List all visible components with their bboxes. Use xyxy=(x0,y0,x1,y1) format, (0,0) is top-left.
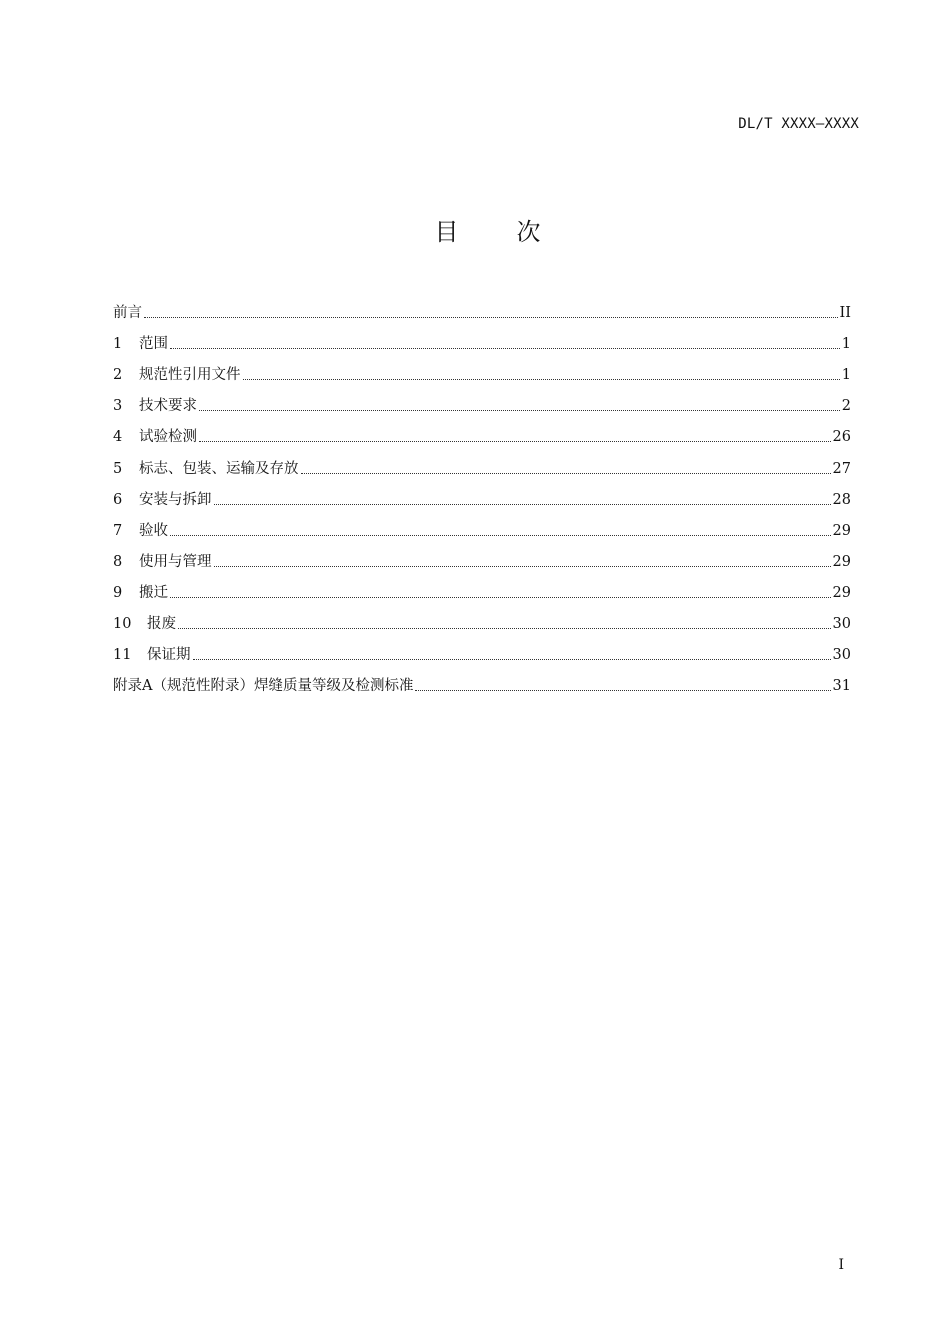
toc-entry-4[interactable] xyxy=(113,415,851,446)
toc-entry-appendix-a[interactable] xyxy=(113,664,851,695)
toc-entry-label: 报废 xyxy=(147,616,176,633)
toc-entry-number: 5 xyxy=(113,460,123,477)
toc-dot-leader xyxy=(415,690,830,691)
toc-entry-1[interactable] xyxy=(113,322,851,353)
toc-entry-page: 30 xyxy=(832,616,851,633)
toc-entry-label: 验收 xyxy=(139,522,168,539)
toc-entry-number: 6 xyxy=(113,491,123,508)
toc-entry-number: 7 xyxy=(113,522,123,539)
toc-entry-6[interactable] xyxy=(113,478,851,509)
toc-entry-number: 1 xyxy=(113,336,123,353)
toc-entry-page: II xyxy=(839,305,851,322)
page-number: I xyxy=(838,1257,844,1273)
toc-entry-7[interactable] xyxy=(113,509,851,540)
toc-entry-page: 29 xyxy=(832,553,851,570)
toc-dot-leader xyxy=(199,441,831,442)
toc-entry-5[interactable] xyxy=(113,446,851,477)
toc-dot-leader xyxy=(214,566,831,567)
toc-dot-leader xyxy=(170,597,831,598)
toc-entry-8[interactable] xyxy=(113,540,851,571)
toc-entry-2[interactable] xyxy=(113,353,851,384)
toc-entry-page: 30 xyxy=(832,647,851,664)
toc-entry-label: 范围 xyxy=(139,336,168,353)
toc-dot-leader xyxy=(214,504,831,505)
toc-entry-foreword[interactable] xyxy=(113,291,851,322)
toc-entry-label: 附录A（规范性附录）焊缝质量等级及检测标准 xyxy=(113,678,414,695)
title-char-2: 次 xyxy=(516,218,541,246)
toc-entry-page: 1 xyxy=(841,367,851,384)
toc-entry-page: 29 xyxy=(832,522,851,539)
toc-dot-leader xyxy=(301,473,831,474)
title-char-1: 目 xyxy=(434,218,459,246)
toc-entry-page: 29 xyxy=(832,584,851,601)
toc-dot-leader xyxy=(170,348,840,349)
toc-entry-number: 4 xyxy=(113,429,123,446)
toc-entry-label: 搬迁 xyxy=(139,584,168,601)
toc-entry-page: 28 xyxy=(832,491,851,508)
toc-entry-page: 31 xyxy=(832,678,851,695)
toc-entry-11[interactable] xyxy=(113,633,851,664)
toc-dot-leader xyxy=(193,659,831,660)
toc-entry-page: 27 xyxy=(832,460,851,477)
toc-entry-label: 技术要求 xyxy=(139,398,197,415)
table-of-contents xyxy=(113,291,851,695)
toc-entry-number: 9 xyxy=(113,584,123,601)
toc-entry-label: 使用与管理 xyxy=(139,553,212,570)
toc-dot-leader xyxy=(199,410,840,411)
page-title xyxy=(0,212,950,247)
toc-entry-number: 11 xyxy=(113,647,132,664)
toc-entry-number: 10 xyxy=(113,616,132,633)
toc-entry-label: 前言 xyxy=(113,305,142,322)
toc-dot-leader xyxy=(144,317,838,318)
toc-entry-label: 试验检测 xyxy=(139,429,197,446)
toc-dot-leader xyxy=(178,628,831,629)
toc-dot-leader xyxy=(243,379,840,380)
toc-entry-9[interactable] xyxy=(113,571,851,602)
document-code: DL/T XXXX—XXXX xyxy=(738,116,859,132)
toc-entry-label: 规范性引用文件 xyxy=(139,367,241,384)
toc-entry-page: 1 xyxy=(841,336,851,353)
toc-entry-number: 8 xyxy=(113,553,123,570)
toc-entry-page: 2 xyxy=(841,398,851,415)
toc-entry-number: 2 xyxy=(113,367,123,384)
toc-entry-label: 保证期 xyxy=(147,647,191,664)
toc-entry-label: 安装与拆卸 xyxy=(139,491,212,508)
toc-entry-3[interactable] xyxy=(113,384,851,415)
toc-entry-label: 标志、包装、运输及存放 xyxy=(139,460,299,477)
toc-entry-page: 26 xyxy=(832,429,851,446)
toc-entry-10[interactable] xyxy=(113,602,851,633)
toc-dot-leader xyxy=(170,535,831,536)
toc-entry-number: 3 xyxy=(113,398,123,415)
